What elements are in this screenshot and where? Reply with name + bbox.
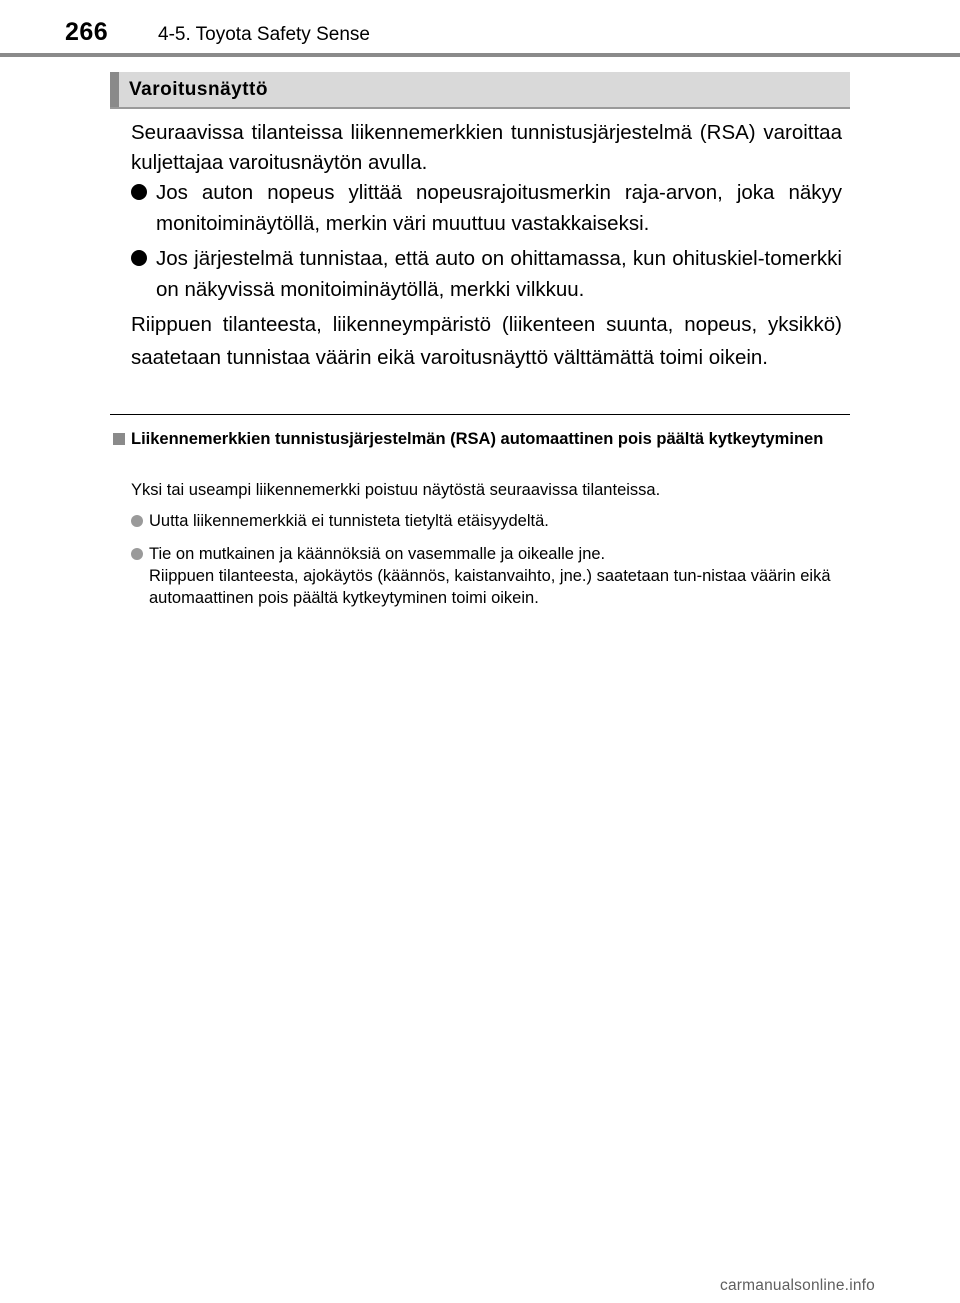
small-bullet-item [131,510,850,532]
bullet-dot-icon [131,515,143,527]
watermark: carmanualsonline.info [720,1277,875,1294]
heading-accent-bar [110,72,119,107]
subsection-heading-text: Liikennemerkkien tunnistusjärjestelmän (RSA) automaattinen pois päältä kytkeytyminen [131,430,824,448]
subsection-heading [113,428,850,451]
small-bullet-text: Uutta liikennemerkkiä ei tunnisteta tietyltä etäisyydeltä. [149,512,549,530]
bullet-text: Jos järjestelmä tunnistaa, että auto on ohittamassa, kun ohituskiel-tomerkki on näkyvissä monitoiminäytöllä, merkki vilkkuu. [156,247,842,301]
small-bullet-text: Tie on mutkainen ja käännöksiä on vasemmalle ja oikealle jne. Riippuen tilanteesta, ajokäytös (käännös, kaistanvaihto, jne.) saatetaan tun-nistaa väärin eikä automaattinen pois päältä kytkeytyminen toimi oikein. [149,545,831,607]
bullet-item [131,243,842,305]
section-title: 4-5. Toyota Safety Sense [158,24,370,45]
intro-paragraph: Seuraavissa tilanteissa liikennemerkkien tunnistusjärjestelmä (RSA) varoittaa kuljettajaa varoitusnäytön avulla. [131,121,842,174]
section-heading-box [110,72,850,109]
section-heading: Varoitusnäyttö [129,79,268,100]
bullet-dot-icon [131,548,143,560]
header-rule [0,53,960,57]
bullet-dot-icon [131,184,147,200]
note-paragraph: Riippuen tilanteesta, liikenneympäristö (liikenteen suunta, nopeus, yksikkö) saatetaan tunnistaa väärin eikä varoitusnäyttö välttämättä toimi oikein. [131,313,842,369]
square-bullet-icon [113,433,125,445]
bullet-text: Jos auton nopeus ylittää nopeusrajoitusmerkin raja-arvon, joka näkyy monitoiminäytöllä, merkin väri muuttuu vastakkaiseksi. [156,181,842,235]
bullet-item [131,177,842,239]
subsection-intro: Yksi tai useampi liikennemerkki poistuu näytöstä seuraavissa tilanteissa. [131,481,661,499]
page-header [0,0,960,58]
section-divider [110,414,850,415]
small-bullet-item [131,543,850,609]
bullet-dot-icon [131,250,147,266]
page-number: 266 [65,18,109,46]
